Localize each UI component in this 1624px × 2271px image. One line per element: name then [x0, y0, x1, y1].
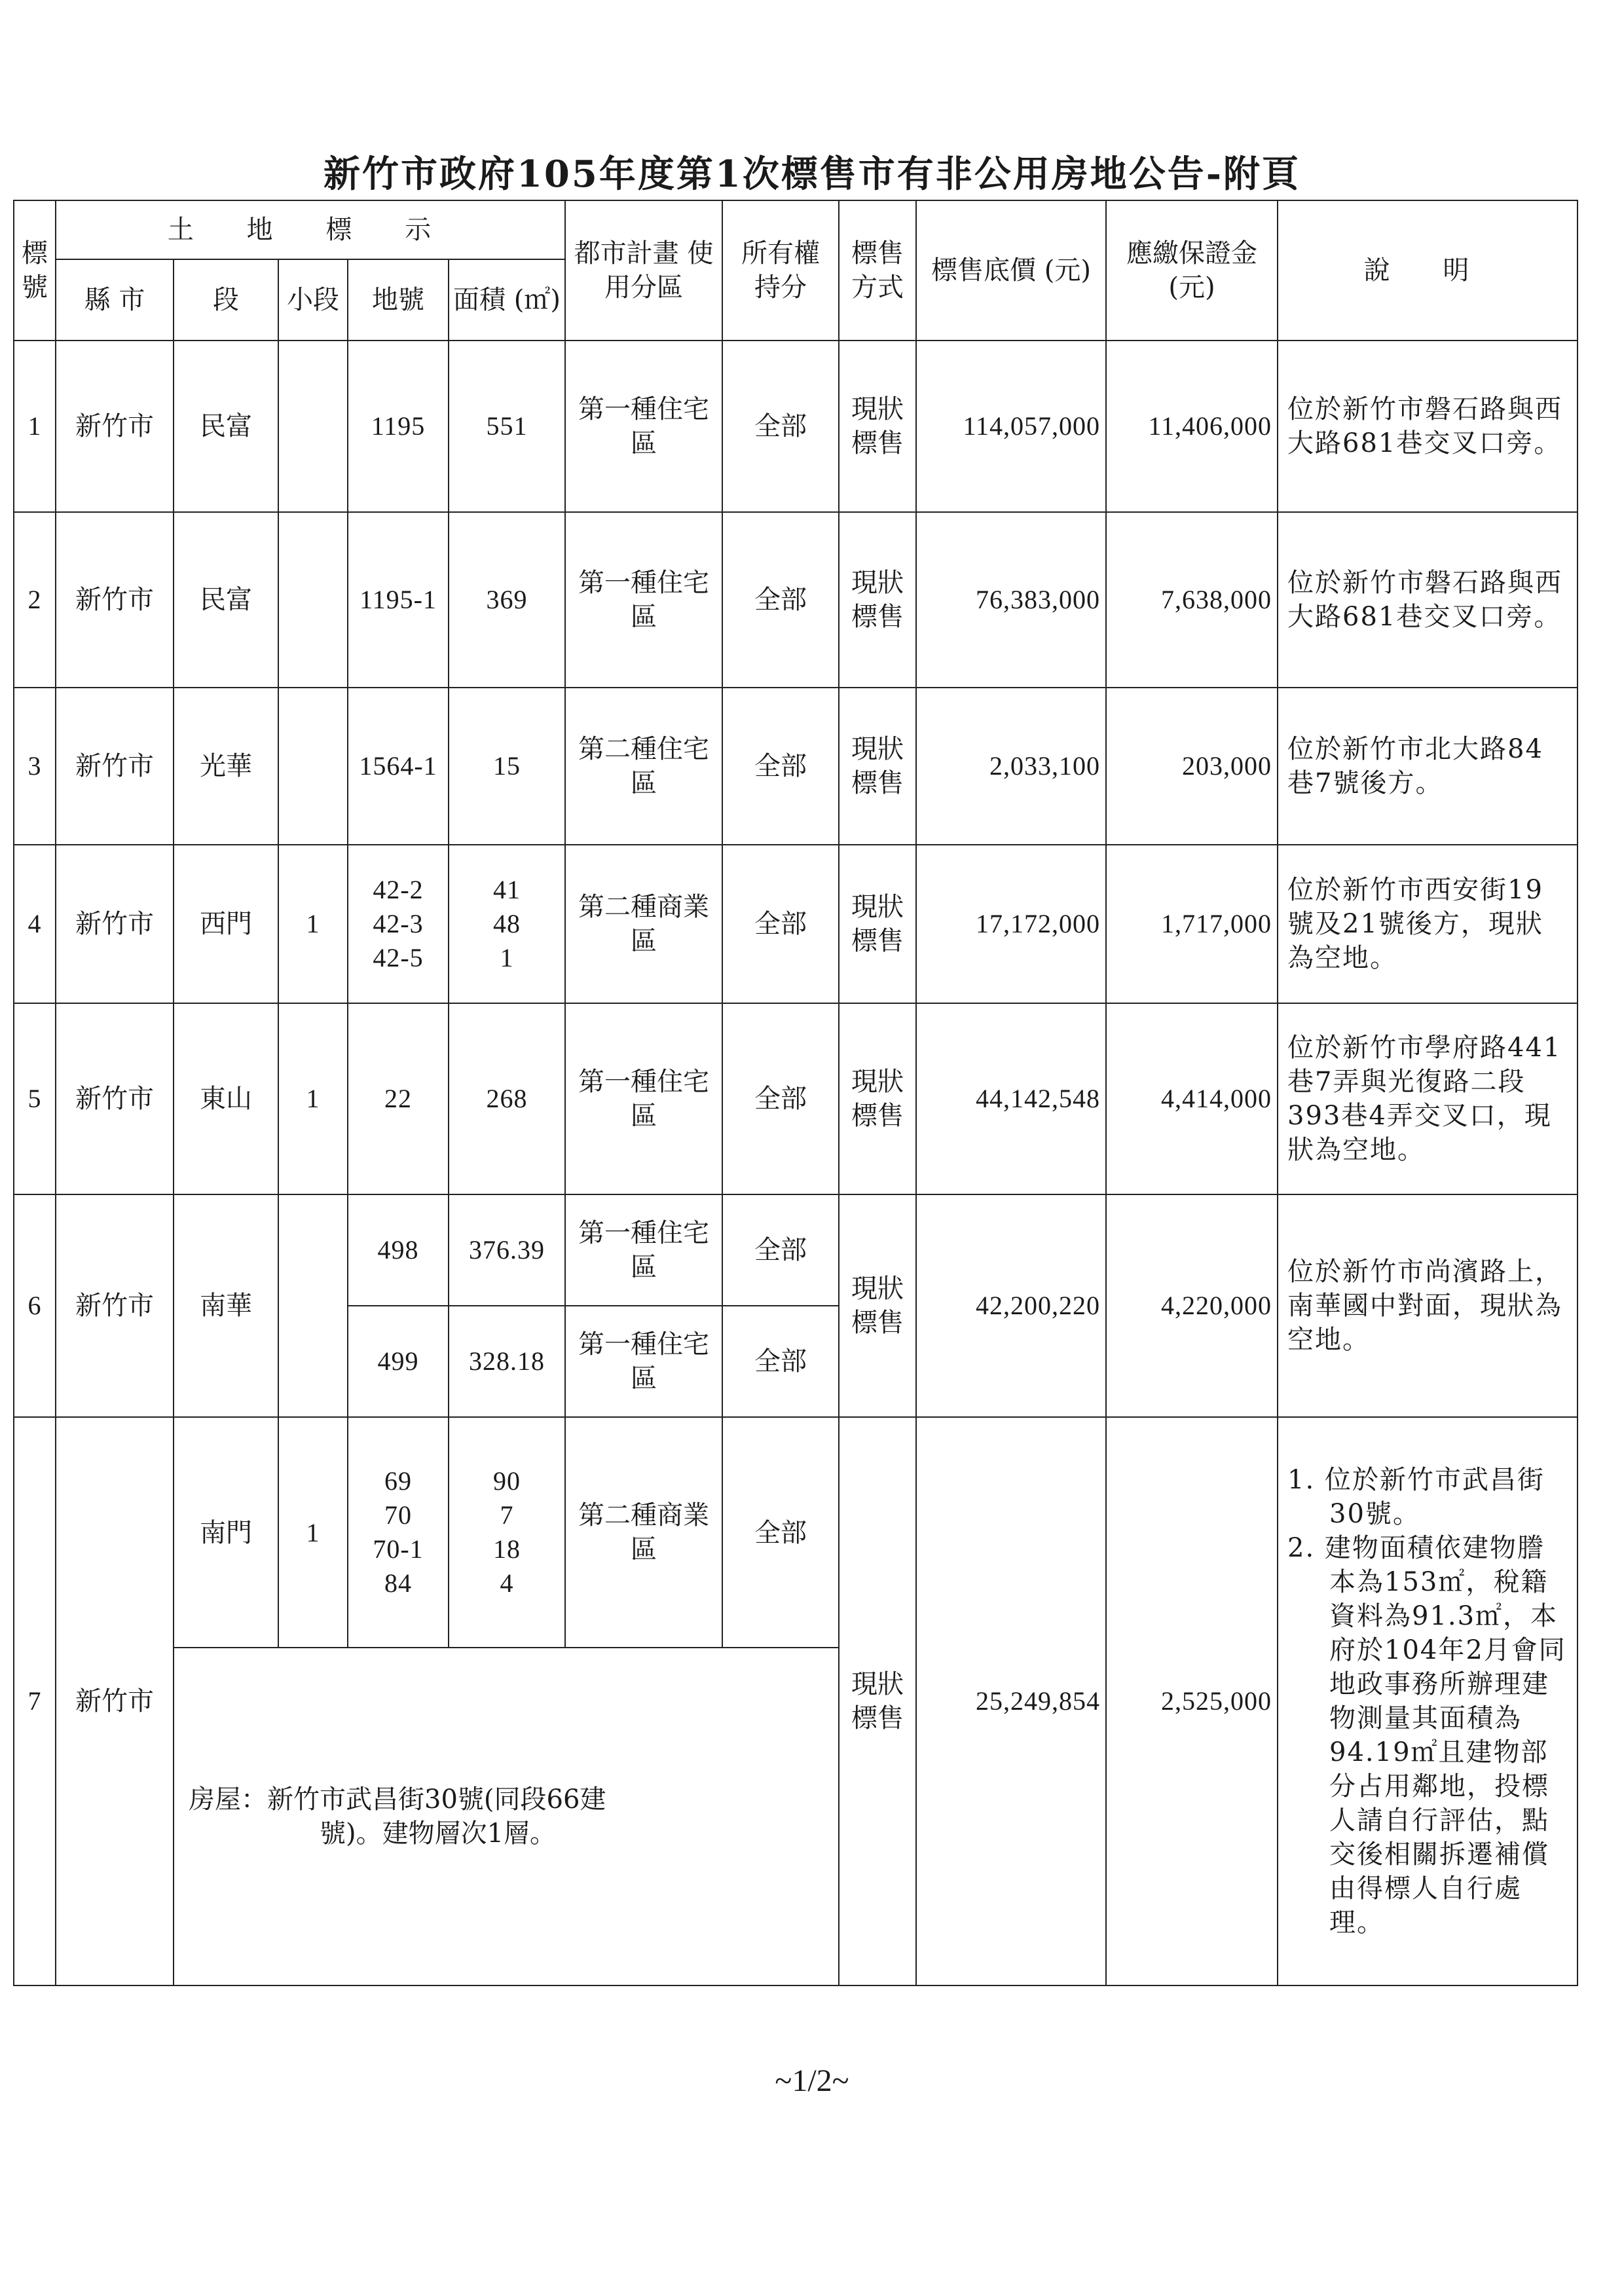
land-no-line: 70: [384, 1500, 412, 1530]
cell-subsection: 1: [278, 1417, 348, 1648]
cell-no: 5: [14, 1003, 56, 1194]
cell-price: 2,033,100: [916, 688, 1106, 845]
land-no-line: 70-1: [373, 1534, 424, 1564]
cell-section: 東山: [174, 1003, 278, 1194]
cell-subsection: [278, 688, 348, 845]
area-line: 4: [500, 1568, 514, 1598]
cell-note: 位於新竹市北大路84巷7號後方。: [1278, 688, 1578, 845]
cell-price: 17,172,000: [916, 845, 1106, 1003]
cell-note: 位於新竹市磐石路與西大路681巷交叉口旁。: [1278, 341, 1578, 512]
land-no-line: 42-2: [373, 875, 424, 904]
cell-county: 新竹市: [56, 1194, 174, 1417]
cell-county: 新竹市: [56, 688, 174, 845]
cell-land-no: 498: [348, 1194, 449, 1306]
cell-area: 268: [449, 1003, 565, 1194]
cell-method: 現狀標售: [839, 1003, 916, 1194]
cell-price: 42,200,220: [916, 1194, 1106, 1417]
cell-land-no: [348, 1417, 449, 1648]
area-line: 7: [500, 1500, 514, 1530]
area-line: 90: [493, 1466, 521, 1496]
cell-deposit: 4,220,000: [1106, 1194, 1278, 1417]
cell-land-no: 499: [348, 1306, 449, 1417]
cell-county: 新竹市: [56, 1003, 174, 1194]
cell-section: 民富: [174, 512, 278, 688]
cell-land-no: [348, 845, 449, 1003]
area-line: 1: [500, 943, 514, 972]
cell-ownership: 全部: [722, 1306, 839, 1417]
cell-price: 25,249,854: [916, 1417, 1106, 1985]
cell-deposit: 7,638,000: [1106, 512, 1278, 688]
cell-subsection: 1: [278, 845, 348, 1003]
cell-method: 現狀標售: [839, 512, 916, 688]
header-sale-method: 標售 方式: [839, 200, 916, 341]
header-row-1: [14, 200, 1578, 259]
header-reserve-price: 標售底價 (元): [916, 200, 1106, 341]
note-list: [1287, 1463, 1568, 1940]
cell-section: 西門: [174, 845, 278, 1003]
land-no-line: 42-5: [373, 943, 424, 972]
cell-no: 2: [14, 512, 56, 688]
table-row: [14, 845, 1578, 1003]
land-no-line: 84: [384, 1568, 412, 1598]
land-sale-table: [13, 200, 1578, 1986]
cell-no: 6: [14, 1194, 56, 1417]
header-ownership: 所有權 持分: [722, 200, 839, 341]
cell-land-no: 1195: [348, 341, 449, 512]
cell-ownership: 全部: [722, 512, 839, 688]
cell-method: 現狀標售: [839, 688, 916, 845]
header-lot-no: 標號: [14, 200, 56, 341]
cell-subsection: 1: [278, 1003, 348, 1194]
header-land-no: 地號: [348, 259, 449, 341]
cell-ownership: 全部: [722, 341, 839, 512]
area-line: 41: [493, 875, 521, 904]
cell-area: [449, 1417, 565, 1648]
table-row: [14, 341, 1578, 512]
cell-ownership: 全部: [722, 688, 839, 845]
header-subsection: 小段: [278, 259, 348, 341]
cell-note: [1278, 1417, 1578, 1985]
cell-note: 位於新竹市西安街19號及21號後方，現狀為空地。: [1278, 845, 1578, 1003]
cell-area: [449, 845, 565, 1003]
cell-deposit: 203,000: [1106, 688, 1278, 845]
cell-county: 新竹市: [56, 1417, 174, 1985]
cell-price: 44,142,548: [916, 1003, 1106, 1194]
land-no-line: 69: [384, 1466, 412, 1496]
header-area: 面積 (㎡): [449, 259, 565, 341]
area-line: 18: [493, 1534, 521, 1564]
cell-ownership: 全部: [722, 1194, 839, 1306]
cell-zoning: 第二種住宅區: [565, 688, 722, 845]
cell-note: 位於新竹市磐石路與西大路681巷交叉口旁。: [1278, 512, 1578, 688]
cell-ownership: 全部: [722, 1003, 839, 1194]
cell-building: [174, 1648, 839, 1985]
table-row: [14, 1417, 1578, 1648]
cell-zoning: 第一種住宅區: [565, 512, 722, 688]
cell-ownership: 全部: [722, 845, 839, 1003]
cell-zoning: 第二種商業區: [565, 1417, 722, 1648]
building-line: 號)。建物層次1層。: [320, 1819, 557, 1849]
cell-method: 現狀標售: [839, 1194, 916, 1417]
cell-deposit: 2,525,000: [1106, 1417, 1278, 1985]
area-line: 48: [493, 909, 521, 938]
cell-deposit: 1,717,000: [1106, 845, 1278, 1003]
land-no-line: 42-3: [373, 909, 424, 938]
header-remarks: 說 明: [1278, 200, 1578, 341]
header-county: 縣 市: [56, 259, 174, 341]
header-land-group: 土 地 標 示: [56, 200, 565, 259]
cell-method: 現狀標售: [839, 845, 916, 1003]
cell-subsection: [278, 341, 348, 512]
cell-area: 551: [449, 341, 565, 512]
cell-area: 369: [449, 512, 565, 688]
cell-no: 7: [14, 1417, 56, 1985]
cell-section: 南華: [174, 1194, 278, 1417]
table-row: [14, 512, 1578, 688]
cell-area: 15: [449, 688, 565, 845]
cell-subsection: [278, 512, 348, 688]
cell-method: 現狀標售: [839, 1417, 916, 1985]
cell-land-no: 22: [348, 1003, 449, 1194]
building-line: 房屋：新竹市武昌街30號(同段66建: [189, 1784, 606, 1815]
cell-note: 位於新竹市尚濱路上，南華國中對面，現狀為空地。: [1278, 1194, 1578, 1417]
cell-no: 3: [14, 688, 56, 845]
cell-subsection: [278, 1194, 348, 1417]
cell-zoning: 第一種住宅區: [565, 1003, 722, 1194]
cell-zoning: 第一種住宅區: [565, 1194, 722, 1306]
cell-deposit: 4,414,000: [1106, 1003, 1278, 1194]
cell-note: 位於新竹市學府路441巷7弄與光復路二段393巷4弄交叉口，現狀為空地。: [1278, 1003, 1578, 1194]
cell-section: 南門: [174, 1417, 278, 1648]
page-title: 新竹市政府105年度第1次標售市有非公用房地公告-附頁: [323, 153, 1301, 196]
cell-deposit: 11,406,000: [1106, 341, 1278, 512]
table-row: [14, 1194, 1578, 1306]
cell-no: 4: [14, 845, 56, 1003]
table-row: [14, 688, 1578, 845]
cell-county: 新竹市: [56, 845, 174, 1003]
cell-zoning: 第二種商業區: [565, 845, 722, 1003]
cell-no: 1: [14, 341, 56, 512]
cell-area: 376.39: [449, 1194, 565, 1306]
cell-method: 現狀標售: [839, 341, 916, 512]
table-row: [14, 1003, 1578, 1194]
cell-county: 新竹市: [56, 512, 174, 688]
header-zoning: 都市計畫 使用分區: [565, 200, 722, 341]
note-item: 2. 建物面積依建物謄本為153㎡，稅籍資料為91.3㎡，本府於104年2月會同地政事務所辦理建物測量其面積為94.19㎡且建物部分占用鄰地，投標人請自行評估，點交後相關拆遷補償由得標人自行處理。: [1287, 1533, 1566, 1938]
note-item: 1. 位於新竹市武昌街30號。: [1287, 1465, 1545, 1529]
header-section: 段: [174, 259, 278, 341]
cell-price: 76,383,000: [916, 512, 1106, 688]
cell-price: 114,057,000: [916, 341, 1106, 512]
cell-zoning: 第一種住宅區: [565, 341, 722, 512]
cell-area: 328.18: [449, 1306, 565, 1417]
cell-county: 新竹市: [56, 341, 174, 512]
cell-zoning: 第一種住宅區: [565, 1306, 722, 1417]
cell-section: 民富: [174, 341, 278, 512]
cell-land-no: 1564-1: [348, 688, 449, 845]
cell-section: 光華: [174, 688, 278, 845]
header-deposit: 應繳保證金 (元): [1106, 200, 1278, 341]
cell-land-no: 1195-1: [348, 512, 449, 688]
page-number: ~1/2~: [775, 2063, 849, 2098]
cell-ownership: 全部: [722, 1417, 839, 1648]
